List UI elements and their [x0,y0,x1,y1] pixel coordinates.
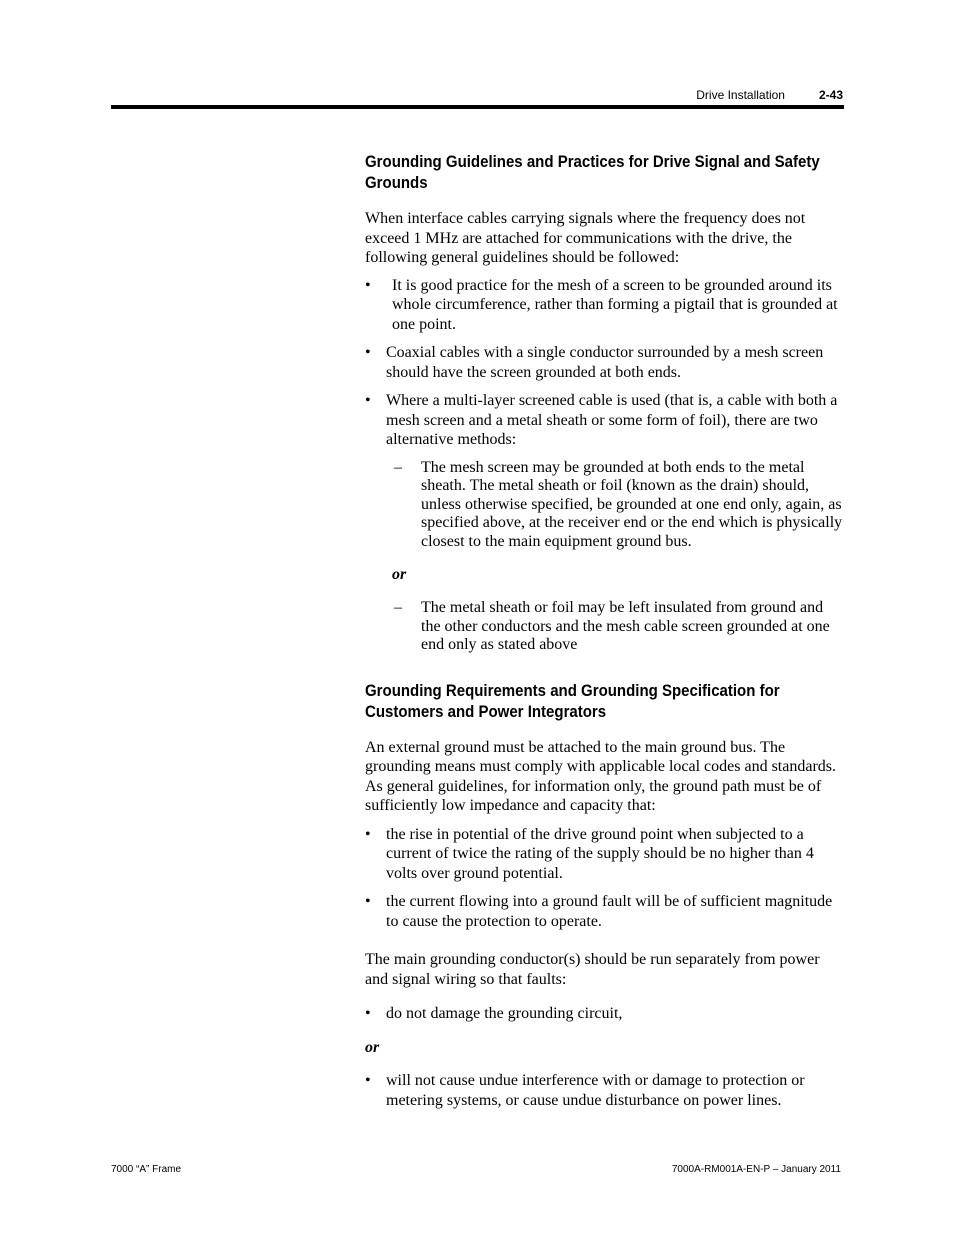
footer-left: 7000 “A” Frame [111,1164,182,1175]
bullet-mark: • [365,344,371,361]
or-connector: or [365,1038,380,1056]
list-item-text: do not damage the grounding circuit, [386,1005,623,1023]
header-rule [111,105,844,109]
dash-mark: – [394,598,402,616]
bullet-mark: • [365,1072,371,1090]
list-item [365,276,845,335]
header-page-number: 2-43 [818,88,843,102]
section2-intro: An external ground must be attached to the main ground bus. The grounding means must comply with applicable local codes and standards. As general guidelines, for information only, the ground path must be of sufficiently low impedance and capacity that: [365,738,836,815]
list-item-text: the current flowing into a ground fault will be of sufficient magnitude to cause the protection to operate. [386,893,833,930]
list-item-text: Where a multi-layer screened cable is used (that is, a cable with both a mesh screen and a metal sheath or some form of foil), there are two alternative methods: [386,392,838,448]
list-item-text: will not cause undue interference with or damage to protection or metering systems, or cause undue disturbance on power lines. [386,1072,805,1109]
list-item [365,343,845,382]
method-text: The metal sheath or foil may be left insulated from ground and the other conductors and the mesh cable screen grounded at one end only as stated above [421,598,830,654]
list-item [365,825,845,884]
section2-title: Grounding Requirements and Grounding Specification for Customers and Power Integrators [365,681,780,721]
method-item [365,459,845,552]
bullet-mark: • [365,1005,371,1023]
bullet-mark: • [365,276,371,294]
section2-paragraph: The main grounding conductor(s) should be run separately from power and signal wiring so that faults: [365,951,820,988]
header-section: Drive Installation [696,88,785,102]
list-item-text: the rise in potential of the drive ground point when subjected to a current of twice the rating of the supply should be no higher than 4 volts over ground potential. [386,825,814,882]
bullet-mark: • [365,825,371,843]
list-item-text: It is good practice for the mesh of a screen to be grounded around its whole circumference, rather than forming a pigtail that is grounded at one point. [392,276,838,333]
page-content [365,152,845,1110]
list-item [365,391,845,450]
dash-mark: – [394,458,402,476]
list-item [365,1071,845,1110]
method-item [365,599,845,655]
section1-intro: When interface cables carrying signals where the frequency does not exceed 1 MHz are attached for communications with the drive, the following general guidelines should be followed: [365,210,806,266]
running-header [696,88,843,102]
or-connector: or [392,566,407,584]
bullet-mark: • [365,392,371,409]
bullet-mark: • [365,893,371,911]
footer-right: 7000A-RM001A-EN-P – January 2011 [671,1164,841,1175]
list-item [365,892,845,931]
method-text: The mesh screen may be grounded at both ends to the metal sheath. The metal sheath or foil (known as the drain) should, unless otherwise specified, be grounded at one end only, again, as specified above, at the receiver end or the end which is physically closest to the main equipment ground bus. [421,458,843,550]
list-item [365,1004,845,1024]
list-item-text: Coaxial cables with a single conductor surrounded by a mesh screen should have the screen grounded at both ends. [386,344,824,381]
section1-title: Grounding Guidelines and Practices for Drive Signal and Safety Grounds [365,153,820,192]
